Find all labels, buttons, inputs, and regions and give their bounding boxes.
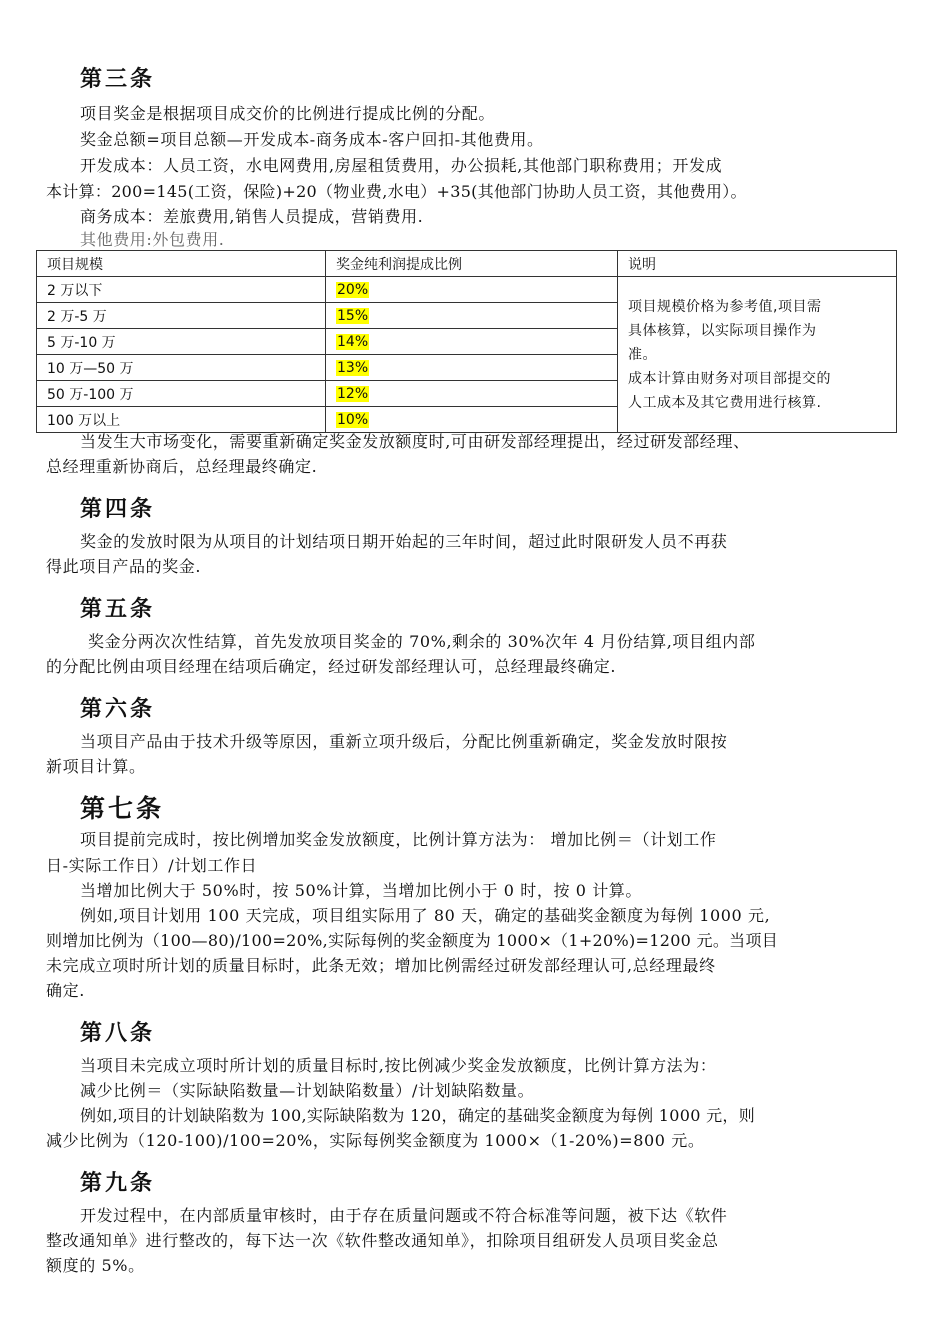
section-4-heading: 第四条 — [80, 497, 156, 522]
s7-line-6: 未完成立项时所计划的质量目标时，此条无效；增加比例需经过研发部经理认可,总经理最终 — [46, 956, 716, 975]
note-line-3: 准。 — [628, 346, 657, 363]
s6-line-2: 新项目计算。 — [46, 757, 146, 776]
s5-line-1: 奖金分两次次性结算，首先发放项目奖金的 70%,剩余的 30%次年 4 月份结算,项目组内部 — [88, 632, 756, 651]
note-line-1: 项目规模价格为参考值,项目需 — [628, 298, 822, 315]
s5-line-2: 的分配比例由项目经理在结项后确定，经过研发部经理认可，总经理最终确定. — [46, 657, 617, 676]
header-rate: 奖金纯利润提成比例 — [326, 251, 618, 277]
section-9-heading: 第九条 — [80, 1171, 156, 1196]
row-rate: 14% — [337, 333, 369, 350]
section-7-heading: 第七条 — [80, 794, 165, 823]
table-note-cell — [618, 277, 897, 433]
s9-line-2: 整改通知单》进行整改的，每下达一次《软件整改通知单》，扣除项目组研发人员项目奖金总 — [46, 1231, 719, 1250]
row-rate: 12% — [337, 385, 369, 402]
s8-line-4: 减少比例为（120-100)/100=20%，实际每例奖金额度为 1000×（1-20%)=800 元。 — [46, 1131, 705, 1150]
s3-after-2: 总经理重新协商后，总经理最终确定. — [46, 457, 318, 476]
header-note: 说明 — [618, 251, 897, 277]
row-rate: 13% — [337, 359, 369, 376]
s3-line-1: 项目奖金是根据项目成交价的比例进行提成比例的分配。 — [80, 104, 496, 123]
s4-line-1: 奖金的发放时限为从项目的计划结项日期开始起的三年时间，超过此时限研发人员不再获 — [80, 532, 728, 551]
row-rate: 10% — [337, 411, 369, 428]
row-scale: 5 万-10 万 — [37, 329, 326, 355]
s7-line-2: 日-实际工作日）/计划工作日 — [46, 856, 258, 875]
header-scale: 项目规模 — [37, 251, 326, 277]
row-rate-cell — [326, 381, 618, 407]
section-3-heading: 第三条 — [80, 67, 156, 92]
table-row — [37, 277, 897, 303]
s7-line-1: 项目提前完成时，按比例增加奖金发放额度，比例计算方法为： 增加比例＝（计划工作 — [80, 830, 717, 849]
s3-line-4: 本计算：200=145(工资，保险)+20（物业费,水电）+35(其他部门协助人员工资，其他费用）。 — [46, 182, 747, 201]
s8-line-1: 当项目未完成立项时所计划的质量目标时,按比例减少奖金发放额度，比例计算方法为： — [80, 1056, 717, 1075]
s3-after-1: 当发生大市场变化，需要重新确定奖金发放额度时,可由研发部经理提出，经过研发部经理、 — [80, 432, 750, 451]
row-rate-cell — [326, 407, 618, 433]
row-rate-cell — [326, 277, 618, 303]
bonus-rate-table — [36, 250, 897, 433]
row-rate-cell — [326, 355, 618, 381]
section-6-heading: 第六条 — [80, 697, 156, 722]
row-rate: 15% — [337, 307, 369, 324]
s7-line-5: 则增加比例为（100—80)/100=20%,实际每例的奖金额度为 1000×（1+20%)=1200 元。当项目 — [46, 931, 779, 950]
row-scale: 50 万-100 万 — [37, 381, 326, 407]
s7-line-3: 当增加比例大于 50%时，按 50%计算，当增加比例小于 0 时，按 0 计算。 — [80, 881, 643, 900]
note-line-4: 成本计算由财务对项目部提交的 — [628, 370, 831, 387]
s3-line-5: 商务成本：差旅费用,销售人员提成，营销费用. — [80, 207, 424, 226]
s4-line-2: 得此项目产品的奖金. — [46, 557, 202, 576]
note-line-5: 人工成本及其它费用进行核算. — [628, 394, 822, 411]
s9-line-1: 开发过程中，在内部质量审核时，由于存在质量问题或不符合标准等问题，被下达《软件 — [80, 1206, 728, 1225]
note-line-2: 具体核算，以实际项目操作为 — [628, 322, 817, 339]
section-8-heading: 第八条 — [80, 1021, 156, 1046]
row-rate-cell — [326, 303, 618, 329]
s7-line-7: 确定. — [46, 981, 85, 1000]
s3-line-2: 奖金总额=项目总额—开发成本-商务成本-客户回扣-其他费用。 — [80, 130, 544, 149]
s8-line-2: 减少比例＝（实际缺陷数量—计划缺陷数量）/计划缺陷数量。 — [80, 1081, 535, 1100]
row-rate: 20% — [337, 281, 369, 298]
row-scale: 100 万以上 — [37, 407, 326, 433]
row-scale: 2 万-5 万 — [37, 303, 326, 329]
s3-line-6: 其他费用:外包费用. — [80, 230, 225, 249]
table-header-row — [37, 251, 897, 277]
row-rate-cell — [326, 329, 618, 355]
s9-line-3: 额度的 5%。 — [46, 1256, 145, 1275]
s3-line-3: 开发成本：人员工资，水电网费用,房屋租赁费用，办公损耗,其他部门职称费用；开发成 — [80, 156, 723, 175]
section-5-heading: 第五条 — [80, 597, 156, 622]
s7-line-4: 例如,项目计划用 100 天完成，项目组实际用了 80 天，确定的基础奖金额度为每例 1000 元, — [80, 906, 771, 925]
row-scale: 10 万—50 万 — [37, 355, 326, 381]
s6-line-1: 当项目产品由于技术升级等原因，重新立项升级后，分配比例重新确定，奖金发放时限按 — [80, 732, 728, 751]
row-scale: 2 万以下 — [37, 277, 326, 303]
s8-line-3: 例如,项目的计划缺陷数为 100,实际缺陷数为 120，确定的基础奖金额度为每例 1000 元，则 — [80, 1106, 756, 1125]
